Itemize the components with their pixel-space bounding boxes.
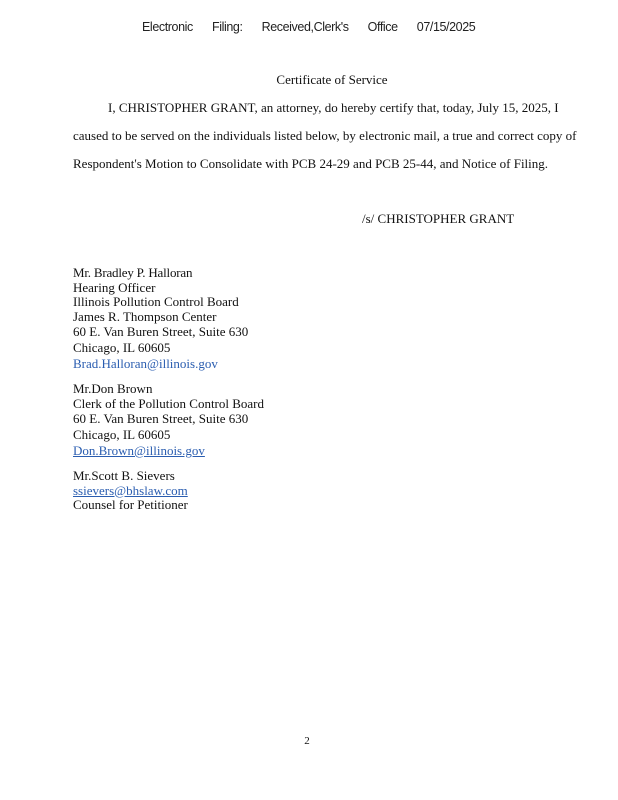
recipient-org: Illinois Pollution Control Board bbox=[73, 294, 239, 309]
recipient-city: Chicago, IL 60605 bbox=[73, 427, 171, 442]
header-filing: Filing: bbox=[211, 20, 243, 34]
recipient-block-2 bbox=[73, 382, 264, 459]
recipient-block-3 bbox=[73, 469, 188, 513]
page-number: 2 bbox=[304, 735, 310, 747]
recipient-email-link[interactable]: ssievers@bhslaw.com bbox=[73, 482, 188, 498]
recipient-email-link[interactable]: Brad.Halloran@illinois.gov bbox=[73, 356, 218, 371]
certificate-line-1: I, CHRISTOPHER GRANT, an attorney, do hereby certify that, today, July 15, 2025, I bbox=[108, 100, 559, 115]
document-title: Certificate of Service bbox=[276, 72, 388, 87]
header-electronic: Electronic bbox=[142, 20, 193, 34]
recipient-building: James R. Thompson Center bbox=[73, 308, 217, 324]
recipient-street: 60 E. Van Buren Street, Suite 630 bbox=[73, 411, 249, 426]
header-received: Received,Clerk's bbox=[261, 20, 349, 34]
recipient-block-1 bbox=[73, 266, 248, 372]
recipient-role: Counsel for Petitioner bbox=[73, 497, 188, 512]
filing-header bbox=[142, 20, 489, 34]
recipient-name: Mr. Bradley P. Halloran bbox=[73, 265, 193, 280]
certificate-line-3: Respondent's Motion to Consolidate with PCB 24-29 and PCB 25-44, and Notice of Filing. bbox=[73, 156, 549, 171]
recipient-city: Chicago, IL 60605 bbox=[73, 340, 171, 355]
recipient-title: Hearing Officer bbox=[73, 279, 156, 295]
recipient-name: Mr.Scott B. Sievers bbox=[73, 468, 175, 483]
recipient-street: 60 E. Van Buren Street, Suite 630 bbox=[73, 324, 249, 339]
recipient-name: Mr.Don Brown bbox=[73, 381, 153, 396]
recipient-email-link[interactable]: Don.Brown@illinois.gov bbox=[73, 443, 205, 458]
certificate-line-2: caused to be served on the individuals listed below, by electronic mail, a true and correct copy of bbox=[73, 128, 577, 143]
recipient-title: Clerk of the Pollution Control Board bbox=[73, 395, 265, 411]
signature: /s/ CHRISTOPHER GRANT bbox=[362, 211, 515, 226]
header-date: 07/15/2025 bbox=[416, 20, 476, 34]
header-office: Office bbox=[367, 20, 398, 34]
